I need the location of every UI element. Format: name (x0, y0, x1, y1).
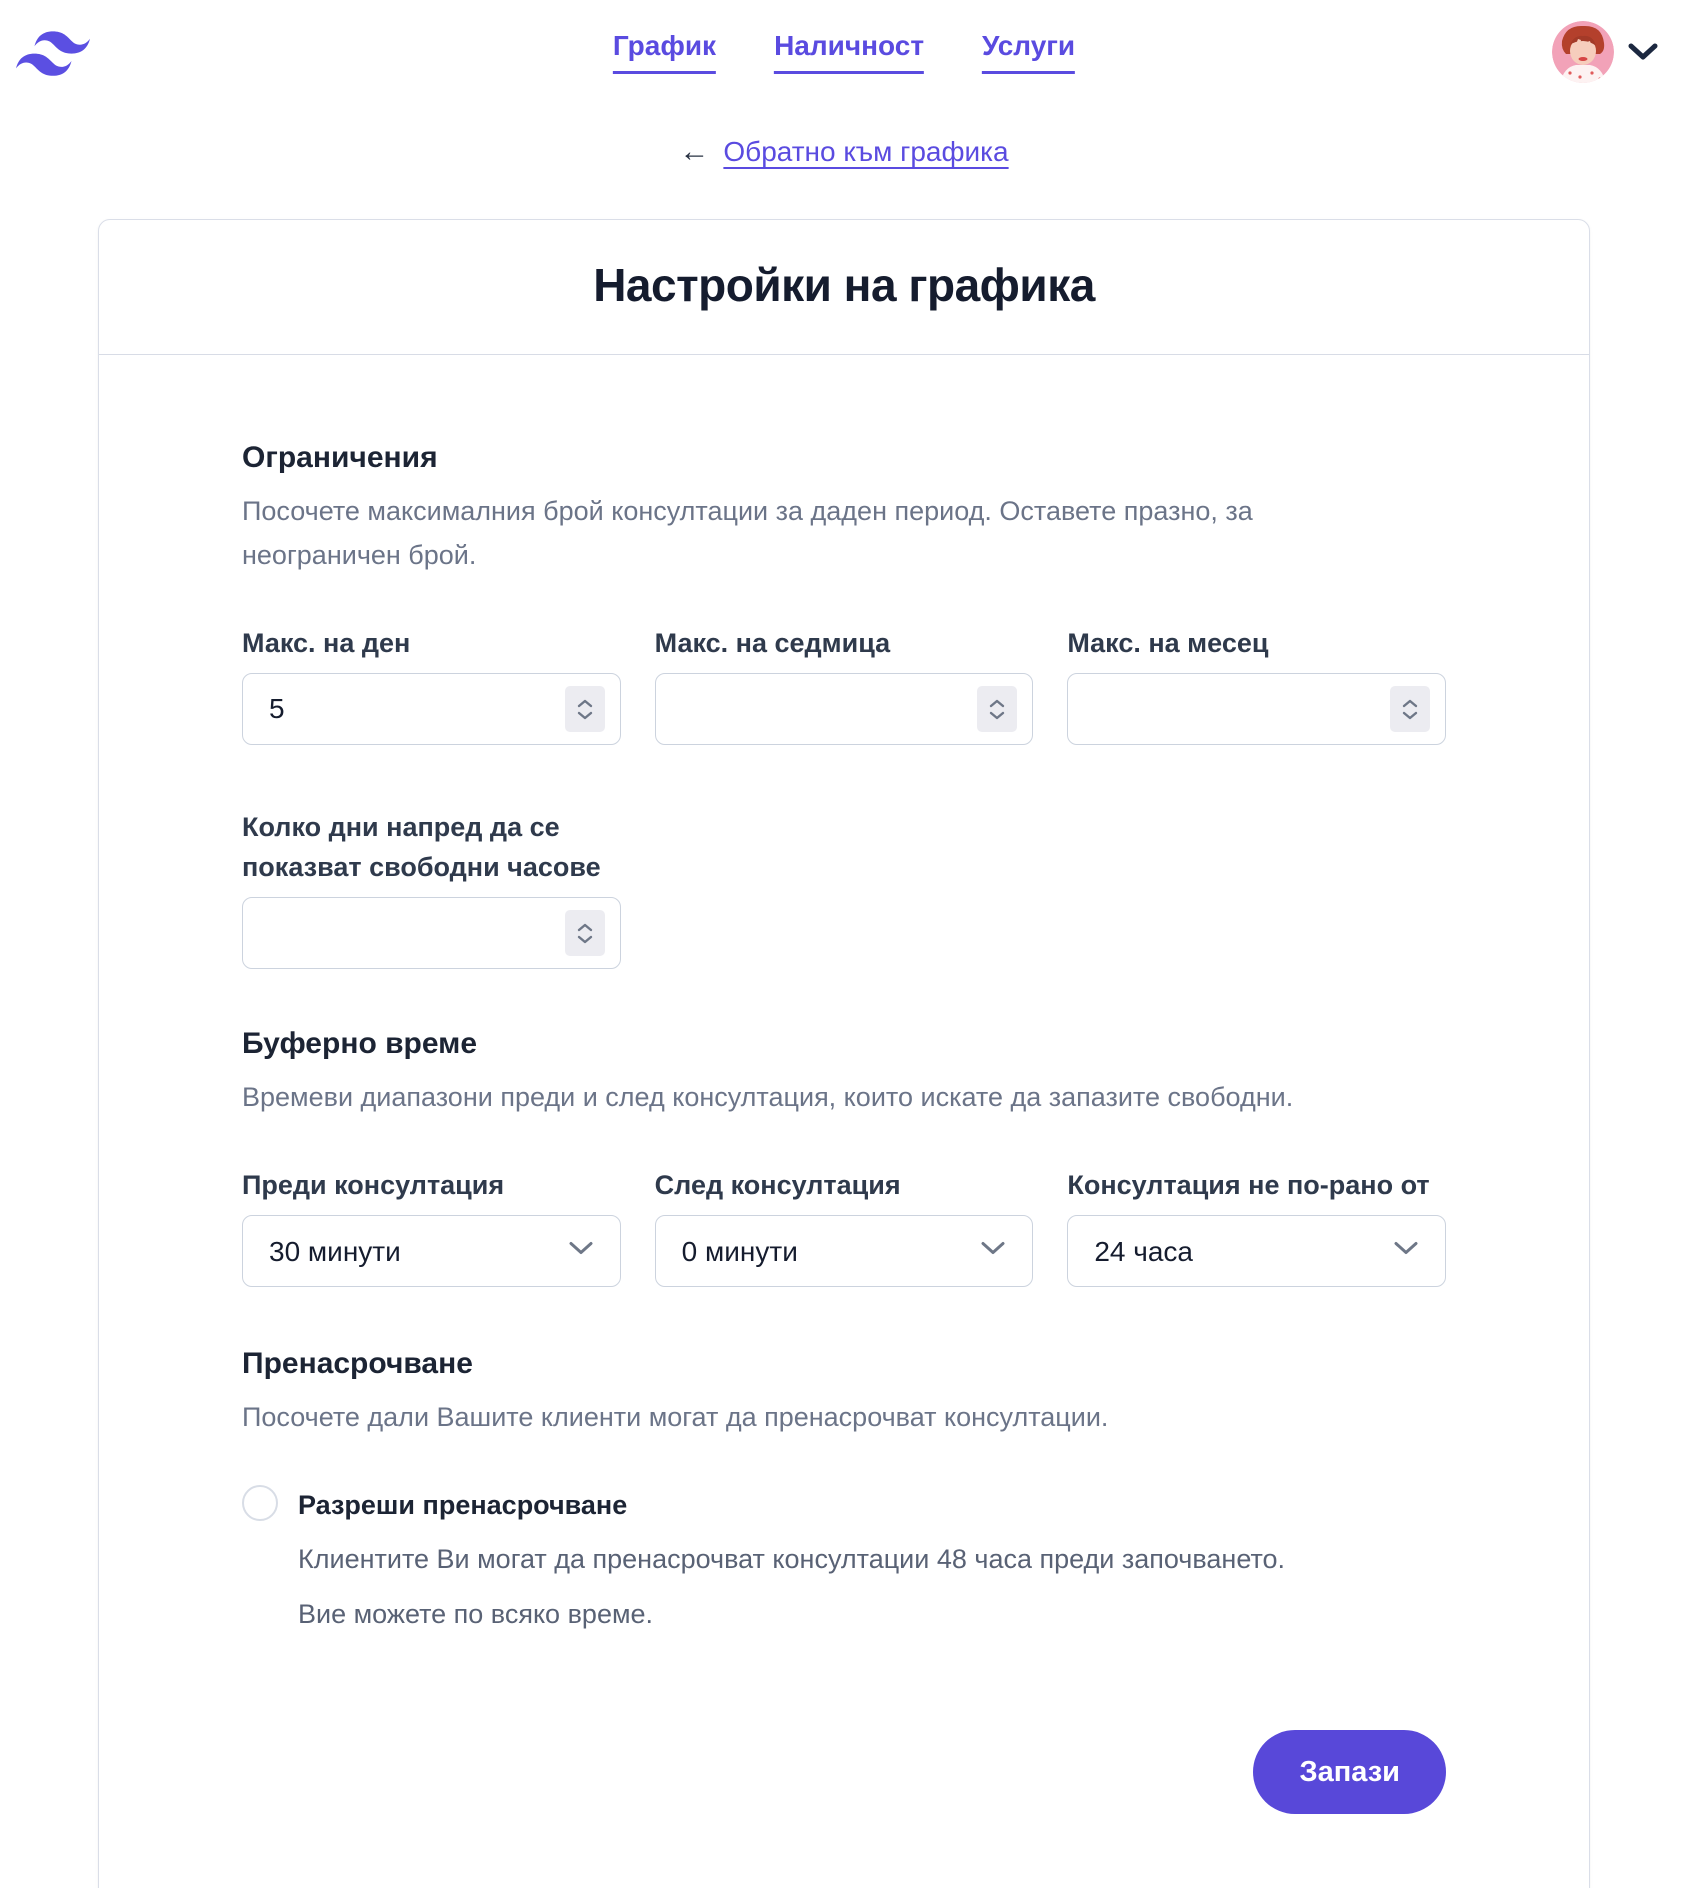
days-ahead-label: Колко дни напред да се показват свободни часове (242, 812, 601, 882)
reschedule-note-line1: Клиентите Ви могат да пренасрочват консултации 48 часа преди започването. (298, 1544, 1286, 1574)
not-earlier-than-field (1067, 1165, 1446, 1287)
main-nav (613, 0, 1075, 104)
number-stepper[interactable] (565, 686, 605, 732)
max-per-month-label: Макс. на месец (1067, 628, 1269, 658)
nav-link-availability[interactable]: Наличност (774, 30, 924, 74)
limits-fields-row (242, 623, 1446, 745)
actions-row (242, 1730, 1446, 1814)
top-header (0, 0, 1688, 104)
back-to-schedule-link[interactable]: Обратно към графика (723, 136, 1009, 167)
buffer-selects-row (242, 1165, 1446, 1287)
allow-reschedule-checkbox[interactable] (242, 1485, 278, 1521)
allow-reschedule-block (242, 1485, 1446, 1634)
avatar[interactable] (1552, 21, 1614, 83)
after-consultation-label: След консултация (654, 1170, 901, 1200)
max-per-day-label: Макс. на ден (242, 628, 411, 658)
max-per-day-field (242, 623, 621, 745)
settings-card (98, 219, 1590, 1888)
profile-menu[interactable] (1552, 0, 1658, 104)
before-consultation-label: Преди консултация (242, 1170, 505, 1200)
card-body (99, 355, 1589, 1814)
save-button[interactable]: Запази (1253, 1730, 1446, 1814)
before-consultation-select[interactable] (242, 1215, 621, 1287)
not-earlier-than-label: Консултация не по-рано от (1067, 1170, 1430, 1200)
before-consultation-field (242, 1165, 621, 1287)
after-consultation-field (655, 1165, 1034, 1287)
chevron-down-icon[interactable] (1628, 43, 1658, 61)
app-logo-wave-icon[interactable] (16, 24, 90, 84)
reschedule-heading: Пренасрочване (242, 1347, 473, 1380)
nav-link-schedule[interactable]: График (613, 30, 716, 74)
max-per-week-field (655, 623, 1034, 745)
number-stepper[interactable] (1390, 686, 1430, 732)
not-earlier-than-select[interactable] (1067, 1215, 1446, 1287)
allow-reschedule-label[interactable]: Разреши пренасрочване (298, 1490, 628, 1520)
number-stepper[interactable] (565, 910, 605, 956)
buffer-description: Времеви диапазони преди и след консултация, които искате да запазите свободни. (242, 1082, 1294, 1112)
nav-link-services[interactable]: Услуги (982, 30, 1075, 74)
after-consultation-select[interactable] (655, 1215, 1034, 1287)
limits-description: Посочете максималния брой консултации за даден период. Оставете празно, за неограничен брой. (242, 496, 1253, 570)
reschedule-description: Посочете дали Вашите клиенти могат да пренасрочват консултации. (242, 1402, 1109, 1432)
back-row (0, 132, 1688, 172)
reschedule-note-line2: Вие можете по всяко време. (298, 1599, 654, 1629)
limits-heading: Ограничения (242, 441, 438, 474)
max-per-month-field (1067, 623, 1446, 745)
back-arrow-icon: ← (679, 135, 710, 168)
max-per-week-label: Макс. на седмица (654, 628, 891, 658)
buffer-heading: Буферно време (242, 1027, 478, 1060)
page-title: Настройки на графика (593, 259, 1095, 311)
number-stepper[interactable] (977, 686, 1017, 732)
days-ahead-field (242, 807, 621, 969)
card-header (99, 220, 1589, 355)
